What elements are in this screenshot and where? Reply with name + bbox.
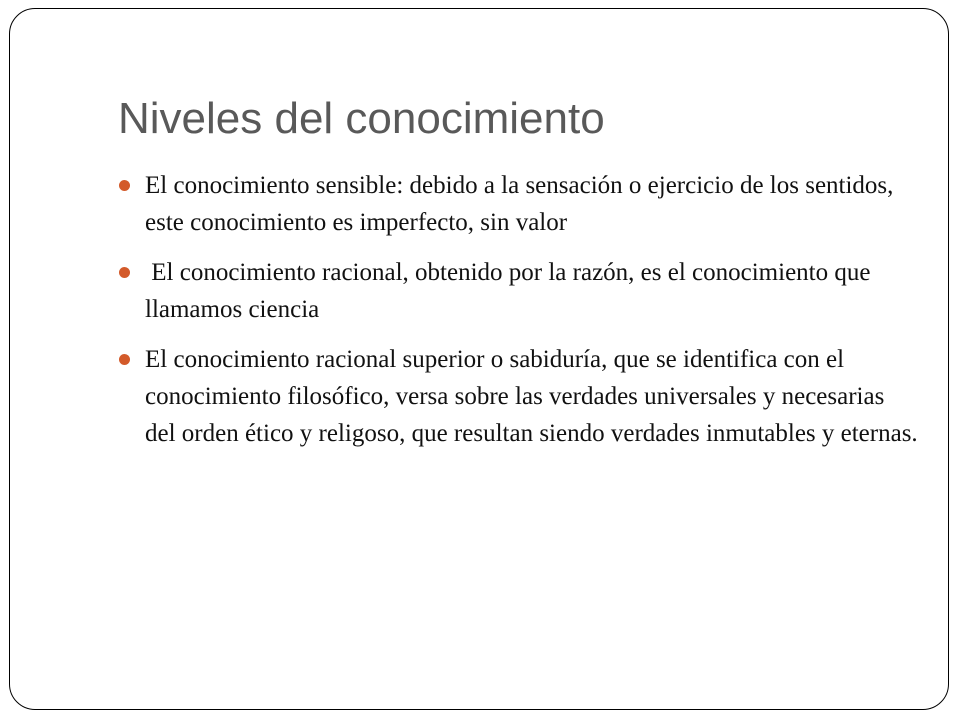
bullet-item	[118, 254, 918, 328]
bullet-dot-icon	[119, 354, 130, 365]
bullet-list	[118, 167, 918, 465]
slide-title: Niveles del conocimiento	[118, 94, 605, 143]
bullet-item	[118, 341, 918, 452]
bullet-dot-icon	[119, 180, 130, 191]
bullet-text: El conocimiento sensible: debido a la sensación o ejercicio de los sentidos, este conocimiento es imperfecto, sin valor	[145, 172, 900, 236]
slide-frame	[9, 8, 949, 710]
bullet-item	[118, 167, 918, 241]
bullet-text: El conocimiento racional superior o sabiduría, que se identifica con el conocimiento filosófico, versa sobre las verdades universales y necesarias del orden ético y religoso, que resultan siendo verdades inmutables y eternas.	[145, 346, 918, 447]
bullet-text: El conocimiento racional, obtenido por la razón, es el conocimiento que llamamos ciencia	[145, 259, 877, 323]
bullet-dot-icon	[119, 267, 130, 278]
